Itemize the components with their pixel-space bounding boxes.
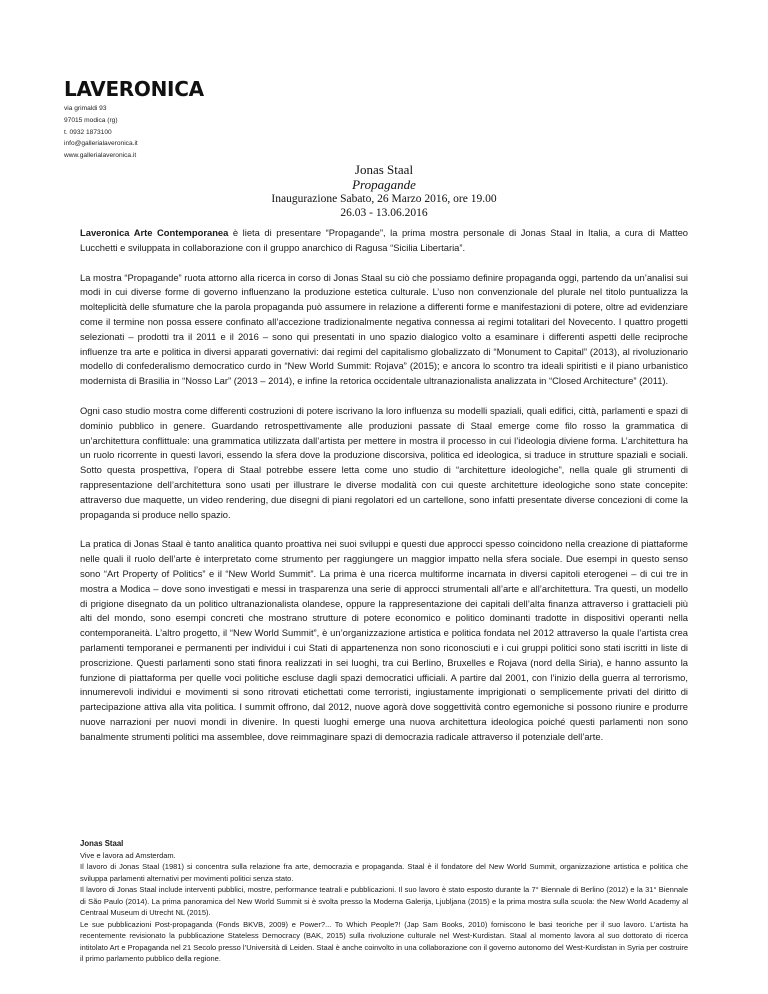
press-release-body (80, 226, 688, 745)
letterhead (64, 78, 204, 162)
exhibition-dates: 26.03 - 13.06.2016 (340, 207, 428, 219)
contact-block (64, 103, 204, 162)
exhibition-title: Propagande (352, 177, 416, 192)
artist-name: Jonas Staal (354, 162, 414, 177)
gallery-name-bold: Laveronica Arte Contemporanea (80, 227, 229, 238)
title-block (0, 162, 768, 220)
artist-bio (80, 838, 688, 965)
bio-paragraph-1: Il lavoro di Jonas Staal (1981) si concentra sulla relazione fra arte, democrazia e propaganda. Staal è il fondatore del New World Summit, organizzazione artistica e politica che sviluppa parlamenti alternativi per movimenti politici senza stato. (80, 862, 688, 883)
paragraph-intro-text: è lieta di presentare “Propagande”, la prima mostra personale di Jonas Staal in Italia, a cura di Matteo Lucchetti e sviluppata in collaborazione con il gruppo anarchico di Ragusa “Sicilia Libertaria”. (80, 227, 689, 253)
website-address: www.gallerialaveronica.it (64, 152, 137, 160)
opening-info: Inaugurazione Sabato, 26 Marzo 2016, ore 19.00 (271, 193, 497, 205)
bio-paragraph-2: Il lavoro di Jonas Staal include interventi pubblici, mostre, performance teatrali e pubblicazioni. Il suo lavoro è stato esposto durante la 7° Biennale di Berlino (2012) e la 31° Biennale di São Paulo (2014). La prima panoramica del New World Summit si è svolta presso la Moderna Galerija, Ljubljana (2015) e la prima mostra sulla scuola: the New World Academy al Centraal Museum di Utrecht NL (2015). (80, 885, 688, 917)
bio-paragraph-3: Le sue pubblicazioni Post-propaganda (Fonds BKVB, 2009) e Power?... To Which People?! (Jap Sam Books, 2010) forniscono le basi teoriche per il suo lavoro. L’artista ha recentemente revisionato la pubblicazione Stateless Democracy (BAK, 2015) sulla rivoluzione culturale nel West-Kurdistan. Staal al momento lavora al suo dottorato di ricerca intitolato Art e Propaganda nel 21 Secolo presso l’Università di Leiden. Staal è anche coinvolto in una collaborazione con il governo autonomo del West-Kurdistan in Syria per costruire il primo parlamento pubblico della regione. (80, 919, 688, 963)
address-city: 97015 modica (rg) (64, 116, 118, 124)
paragraph-2: La mostra “Propagande” ruota attorno alla ricerca in corso di Jonas Staal su ciò che possiamo definire propaganda oggi, partendo da un’analisi sui modi in cui diverse forme di governo influenzano la produzione estetica culturale. L’uso non convenzionale del plurale nel titolo puntualizza la molteplicità delle sfumature che la parola propaganda può assumere in relazione a differenti forme e manifestazioni di potere, oltre ad evidenziare come il termine non possa essere confinato all’accezione tradizionalmente negativa connessa ai regimi totalitari del Novecento. I quattro progetti selezionati – prodotti tra il 2011 e il 2016 – sono qui presentati in uno spazio dialogico volto a esaminare i differenti aspetti delle reciproche influenze tra arte e politica in diversi apparati governativi: dai regimi del capitalismo globalizzato di “Monument to Capital” (2013), al rivoluzionario modello di confederalismo democratico curdo in “New World Summit: Rojava” (2015); e ancora lo scontro tra ideali spiritisti e il piano urbanistico modernista di Brasilia in “Nosso Lar” (2013 – 2014), e infine la retorica occidentale ultranazionalista analizzata in “Closed Architecture” (2011). (80, 271, 688, 387)
email-address: info@gallerialaveronica.it (64, 140, 138, 148)
paragraph-intro (80, 226, 688, 256)
gallery-logo: LAVERONICA (64, 77, 204, 101)
paragraph-4: La pratica di Jonas Staal è tanto analitica quanto proattiva nei suoi sviluppi e questi due approcci spesso coincidono nella creazione di piattaforme nelle quali il ruolo dell’arte è interpretato come strumento per raggiungere un maggior impatto nella sfera sociale. Due esempi in questo senso sono “Art Property of Politics” e il “New World Summit”. La prima è una ricerca multiforme incarnata in diversi capitoli eterogenei – di cui tre in mostra a Modica – dove sono investigati e messi in trasparenza una serie di approcci strumentali all’arte e all’architettura. Tra questi, un modello di prigione disegnato da un politico ultranazionalista olandese, oppure la rappresentazione dei capitali dell’alta finanza attraverso i grattacieli più alti del mondo, sono esempi concreti che mostrano strutture di potere economico e politico dominanti tradotte in dispositivi operanti nella contemporaneità. L’altro progetto, il “New World Summit”, è un’organizzazione artistica e politica fondata nel 2012 attraverso la quale l’artista crea parlamenti temporanei e permanenti per individui i cui Stati di appartenenza non sono riconosciuti e i cui gruppi politici sono stati iscritti in liste di proscrizione. Questi parlamenti sono stati finora realizzati in sei luoghi, tra cui Berlino, Bruxelles e Rojava (nord della Siria), e hanno assunto la funzione di piattaforma per quelle voci politiche escluse dagli spazi democratici ufficiali. A partire dal 2001, con l’inizio della guerra al terrorismo, innumerevoli individui e movimenti si sono ritrovati etichettati come terroristi, ingiustamente imprigionati o semplicemente privati del diritto di partecipazione attiva alla vita politica. I summit offrono, dal 2012, nuove agorà dove soggettività contro egemoniche si possono riunire e produrre nuove narrazioni per nuovi mondi in divenire. In questi luoghi emerge una nuova architettura ideologica poiché questi parlamenti non sono banalmente strumenti politici ma assemblee, dove reimmaginare spazi di democrazia radicale attraverso il potenziale dell’arte. (80, 538, 688, 742)
bio-line-1: Vive e lavora ad Amsterdam. (80, 850, 176, 860)
paragraph-3: Ogni caso studio mostra come differenti costruzioni di potere iscrivano la loro influenza su modelli spaziali, quali edifici, città, parlamenti e spazi di dominio pubblico in genere. Guardando retrospettivamente alle produzioni passate di Staal emerge come filo rosso la grammatica di un’architettura conflittuale: una grammatica utilizzata dall’artista per mettere in mostra il processo in cui l’ideologia diviene forma. L’architettura ha un ruolo ricorrente in questi lavori, essendo la sfera dove la produzione discorsiva, politica ed ideologica, si traduce in strutture spaziali e sociali. Sotto questa prospettiva, l’opera di Staal potrebbe essere letta come uno studio di “architetture ideologiche”, nella quale gli strumenti di rappresentazione dell’architettura sono usati per illustrare le diverse modalità con cui queste architetture ideologiche sono state concepite: attraverso due maquette, un video rendering, due disegni di piani regolatori ed un cartellone, sono infatti presentate diverse concezioni di come la propaganda si produce nello spazio. (80, 404, 688, 520)
address-street: via grimaldi 93 (64, 105, 107, 112)
phone-number: t. 0932 1873100 (64, 128, 112, 136)
bio-title: Jonas Staal (80, 839, 124, 848)
